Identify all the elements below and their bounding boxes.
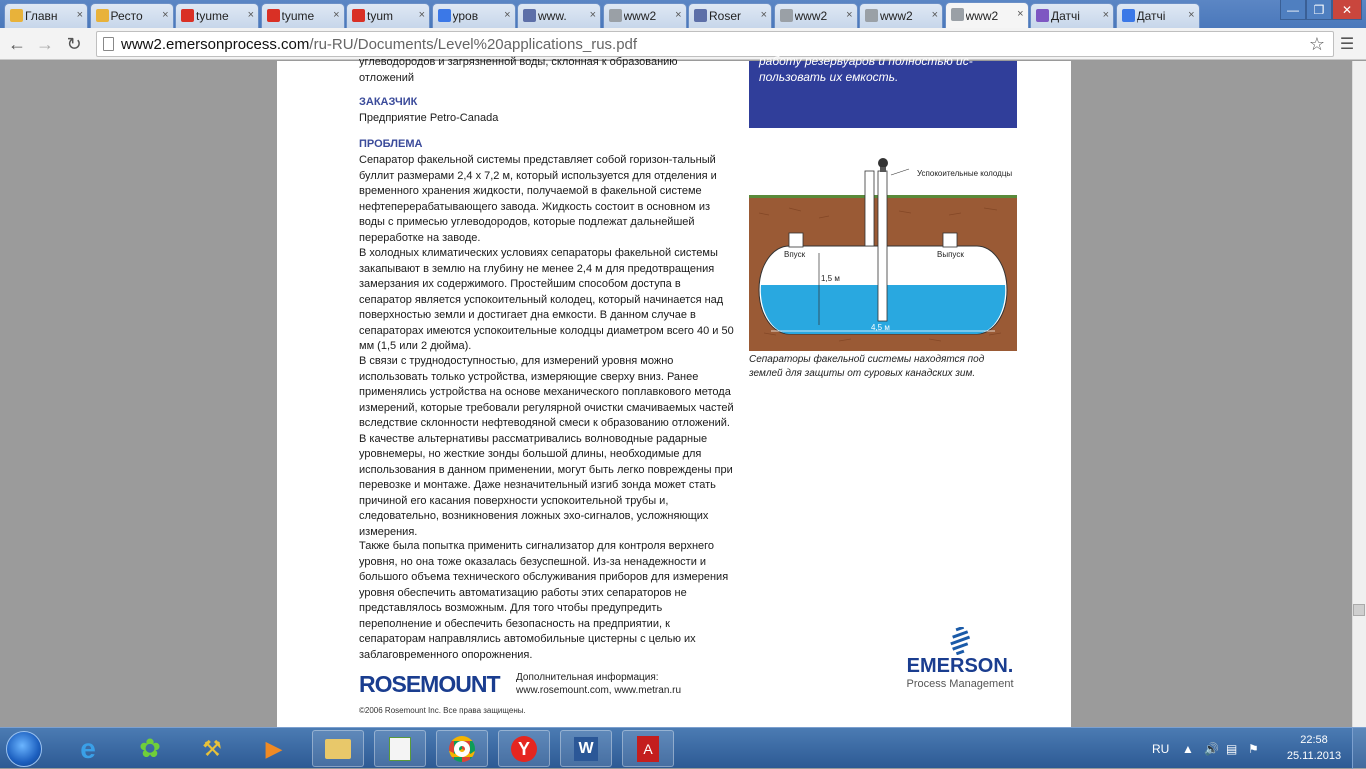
inlet-label: Впуск	[784, 250, 806, 259]
more-info-urls: www.rosemount.com, www.metran.ru	[516, 685, 682, 696]
tab-12[interactable]	[1030, 3, 1114, 28]
tab-label: tyume	[281, 9, 315, 23]
highlight-box-text: работу резервуаров и полностью ис-пользовать их емкость.	[759, 54, 973, 84]
scrollbar-thumb[interactable]	[1353, 604, 1365, 616]
folder-icon	[325, 739, 351, 759]
wells-label-line: Успокоительные колодцы	[917, 169, 1013, 178]
address-bar[interactable]	[96, 31, 1334, 57]
chevron-up-icon: ▲	[1182, 741, 1194, 756]
tab-13[interactable]	[1116, 3, 1200, 28]
close-icon[interactable]: ×	[1102, 9, 1109, 21]
problem-paragraph-3: В связи с труднодоступностью, для измерений уровня можно использовать только устройства, измеряющие сверху вниз. Ранее применялись устройства на основе механического поплавкового метода измерений, которые требовали регулярной очистки смачиваемых частей вследствие склонности нефтеводяной смеси к образованию отложений. В качестве альтернативы рассматривались волноводные радарные уровнемеры, но жесткие зонды большой длины, необходимые для использования в данном применении, могут быть легко повреждены при перевозке и монтаже. Даже незначительный изгиб зонда может стать причиной его касания поверхности успокоительной трубы и, следовательно, возникновения ложных эхо-сигналов, усложняющих измерения.	[359, 355, 734, 538]
tab-label: Датчі	[1136, 9, 1166, 23]
taskbar	[0, 727, 1366, 768]
rosemount-logo: ROSEMOUNT	[359, 671, 500, 697]
top-text: углеводородов и загрязненной воды, склонная к образованию отложений	[359, 56, 678, 84]
emerson-logo	[895, 627, 1025, 697]
transmitter-head	[878, 158, 888, 168]
back-button[interactable]	[6, 33, 28, 55]
separator-diagram	[749, 153, 1017, 351]
more-info	[516, 671, 681, 697]
wells-label	[917, 169, 1012, 178]
close-icon[interactable]: ×	[504, 9, 511, 21]
url-host: www2.emersonprocess.com	[121, 35, 310, 53]
favicon-icon	[10, 9, 23, 22]
customer-text: Предприятие Petro-Canada	[359, 112, 499, 124]
emerson-subtitle: Process Management	[906, 678, 1014, 690]
emerson-mark-icon	[948, 627, 972, 655]
tab-label: tyum	[367, 9, 394, 23]
clock-date: 25.11.2013	[1286, 750, 1342, 762]
stilling-well-2	[878, 171, 887, 321]
inlet-nozzle	[789, 233, 803, 247]
favicon-icon	[609, 9, 622, 22]
taskbar-word[interactable]	[560, 730, 612, 767]
close-icon[interactable]: ×	[675, 9, 682, 21]
close-icon[interactable]: ×	[76, 9, 83, 21]
flag-icon: ⚑	[1248, 741, 1259, 756]
maximize-button[interactable]: ❐	[1306, 0, 1332, 20]
highlight-box	[749, 54, 1017, 128]
close-icon[interactable]: ×	[247, 9, 254, 21]
chrome-icon	[449, 736, 475, 762]
tab-label: www2	[794, 9, 828, 23]
favicon-icon	[780, 9, 793, 22]
favicon-icon	[1036, 9, 1049, 22]
flower-icon: ✿	[139, 733, 161, 763]
copyright: ©2006 Rosemount Inc. Все права защищены.	[359, 706, 526, 715]
problem-paragraph-4: Также была попытка применить сигнализатор для контроля верхнего уровня, но она тоже оказалась безуспешной. Из-за ненадежности и большого объема технического обслуживания приборов для измерения уровня обеспечить автоматизацию работы этих сепараторов не представлялось возможным. Для того чтобы предупредить переполнение и обеспечить безопасность на предприятии, к сепараторам направлялись автомобильные цистерны с целью их заблаговременного опорожнения.	[359, 540, 729, 661]
taskbar-ie[interactable]	[62, 730, 114, 767]
taskbar-media[interactable]	[248, 730, 300, 767]
tab-label: Главн	[25, 9, 58, 23]
tab-label: Roser	[709, 9, 742, 23]
chart-doc-icon	[389, 737, 411, 761]
tab-label: www.	[538, 9, 567, 23]
tab-label: tyume	[196, 9, 229, 23]
network-icon: ▤	[1226, 741, 1238, 756]
reload-button[interactable]	[63, 33, 85, 55]
tray-flag[interactable]	[1248, 728, 1259, 769]
tab-label: Датчі	[1051, 9, 1080, 23]
tab-11[interactable]	[945, 2, 1029, 28]
show-desktop-button[interactable]	[1352, 728, 1366, 769]
tray-arrow-button[interactable]	[1182, 728, 1194, 769]
favicon-icon	[352, 9, 365, 22]
transmitter-neck	[880, 167, 886, 172]
pdf-icon: A	[637, 736, 659, 762]
pdf-viewer[interactable]	[0, 54, 1366, 727]
pdf-page	[277, 54, 1071, 727]
outlet-label: Выпуск	[937, 250, 964, 259]
tab-label: Ресто	[110, 9, 143, 23]
close-icon[interactable]: ×	[418, 9, 425, 21]
emerson-wordmark: EMERSON.	[906, 655, 1014, 677]
menu-button[interactable]	[1336, 33, 1358, 55]
language-indicator[interactable]: RU	[1152, 741, 1170, 756]
favicon-icon	[523, 9, 536, 22]
customer-heading: ЗАКАЗЧИК	[359, 96, 418, 108]
favicon-icon	[267, 9, 280, 22]
page-icon	[103, 37, 114, 51]
clock-time: 22:58	[1300, 734, 1328, 746]
vertical-scrollbar[interactable]	[1352, 61, 1366, 727]
tab-3[interactable]	[261, 3, 345, 28]
star-icon: ☆	[1308, 33, 1326, 54]
problem-paragraph-1: Сепаратор факельной системы представляет собой горизон-тальный буллит размерами 2,4 х 7,2 м, который используется для отделения и временного хранения жидкости, получаемой в факельной системе нефтеперерабатывающего завода. Жидкость состоит в основном из воды с примесью углеводородов, которые подлежат дальнейшей переработке на заводе.	[359, 154, 717, 244]
tab-label: www2	[623, 9, 657, 23]
arrow-left-icon: ←	[8, 33, 26, 54]
close-icon[interactable]: ×	[1017, 8, 1024, 20]
tray-volume[interactable]	[1204, 728, 1219, 769]
outlet-nozzle	[943, 233, 957, 247]
favicon-icon	[951, 8, 964, 21]
taskbar-project[interactable]	[374, 730, 426, 767]
favicon-icon	[181, 9, 194, 22]
close-icon[interactable]: ×	[846, 9, 853, 21]
favicon-icon	[865, 9, 878, 22]
taskbar-pdf[interactable]	[622, 730, 674, 767]
media-player-icon: ▶	[265, 735, 283, 761]
tab-2[interactable]	[175, 3, 259, 28]
tab-0[interactable]	[4, 3, 88, 28]
bookmark-star-button[interactable]	[1306, 33, 1328, 55]
yandex-icon: Y	[511, 736, 537, 762]
taskbar-explorer[interactable]	[312, 730, 364, 767]
tools-icon: ⚒	[202, 735, 222, 761]
diagram-caption: Сепараторы факельной системы находятся под землей для защиты от суровых канадских зим.	[749, 354, 985, 379]
clock[interactable]	[1284, 732, 1344, 764]
tab-5[interactable]	[432, 3, 516, 28]
close-icon[interactable]: ×	[589, 9, 596, 21]
favicon-icon	[96, 9, 109, 22]
close-icon[interactable]: ×	[333, 9, 340, 21]
height-label: 1,5 м	[821, 274, 840, 283]
taskbar-yandex[interactable]	[498, 730, 550, 767]
tab-8[interactable]	[688, 3, 772, 28]
problem-heading: ПРОБЛЕМА	[359, 138, 423, 150]
close-icon[interactable]: ×	[1188, 9, 1195, 21]
close-window-button[interactable]: ✕	[1332, 0, 1362, 20]
word-icon: W	[574, 737, 598, 761]
tab-6[interactable]	[517, 3, 601, 28]
more-info-title: Дополнительная информация:	[516, 672, 659, 683]
tab-4[interactable]	[346, 3, 430, 28]
favicon-icon	[1122, 9, 1135, 22]
start-button[interactable]	[6, 731, 42, 767]
tab-9[interactable]	[774, 3, 858, 28]
tab-label: www2	[965, 8, 999, 23]
ie-icon: e	[80, 732, 96, 764]
reload-icon: ↻	[66, 33, 82, 54]
tab-label: уров	[452, 9, 479, 23]
url-path: /ru-RU/Documents/Level%20applications_rus.pdf	[309, 35, 638, 53]
minimize-button[interactable]: —	[1280, 0, 1306, 20]
menu-icon: ☰	[1339, 36, 1355, 53]
stilling-well-1	[865, 171, 874, 246]
problem-paragraph-2: В холодных климатических условиях сепараторы факельной системы закапывают в землю на глубину не менее 2,4 м для предотвращения замерзания их содержимого. Простейшим способом доступа в сепаратор является успокоительный колодец, который начинается над поверхностью земли и достигает дна емкости. В данном случае в сепараторах имеются успокоительные колодцы диаметром всего 40 и 50 мм (1,5 или 2 дюйма).	[359, 247, 734, 352]
favicon-icon	[694, 9, 707, 22]
tab-7[interactable]	[603, 3, 687, 28]
taskbar-chrome[interactable]	[436, 730, 488, 767]
tab-label: www2	[880, 9, 913, 23]
tab-1[interactable]	[90, 3, 174, 28]
forward-button[interactable]	[34, 33, 56, 55]
tab-10[interactable]	[859, 3, 943, 28]
volume-icon: 🔊	[1204, 741, 1219, 756]
tab-strip	[0, 0, 1366, 28]
tray-network[interactable]	[1226, 728, 1237, 769]
arrow-right-icon: →	[36, 33, 54, 54]
close-icon[interactable]: ×	[760, 9, 767, 21]
taskbar-tools[interactable]	[186, 730, 238, 767]
width-label: 4,5 м	[871, 323, 890, 332]
favicon-icon	[438, 9, 451, 22]
taskbar-icq[interactable]	[124, 730, 176, 767]
close-icon[interactable]: ×	[931, 9, 938, 21]
close-icon[interactable]: ×	[162, 9, 169, 21]
